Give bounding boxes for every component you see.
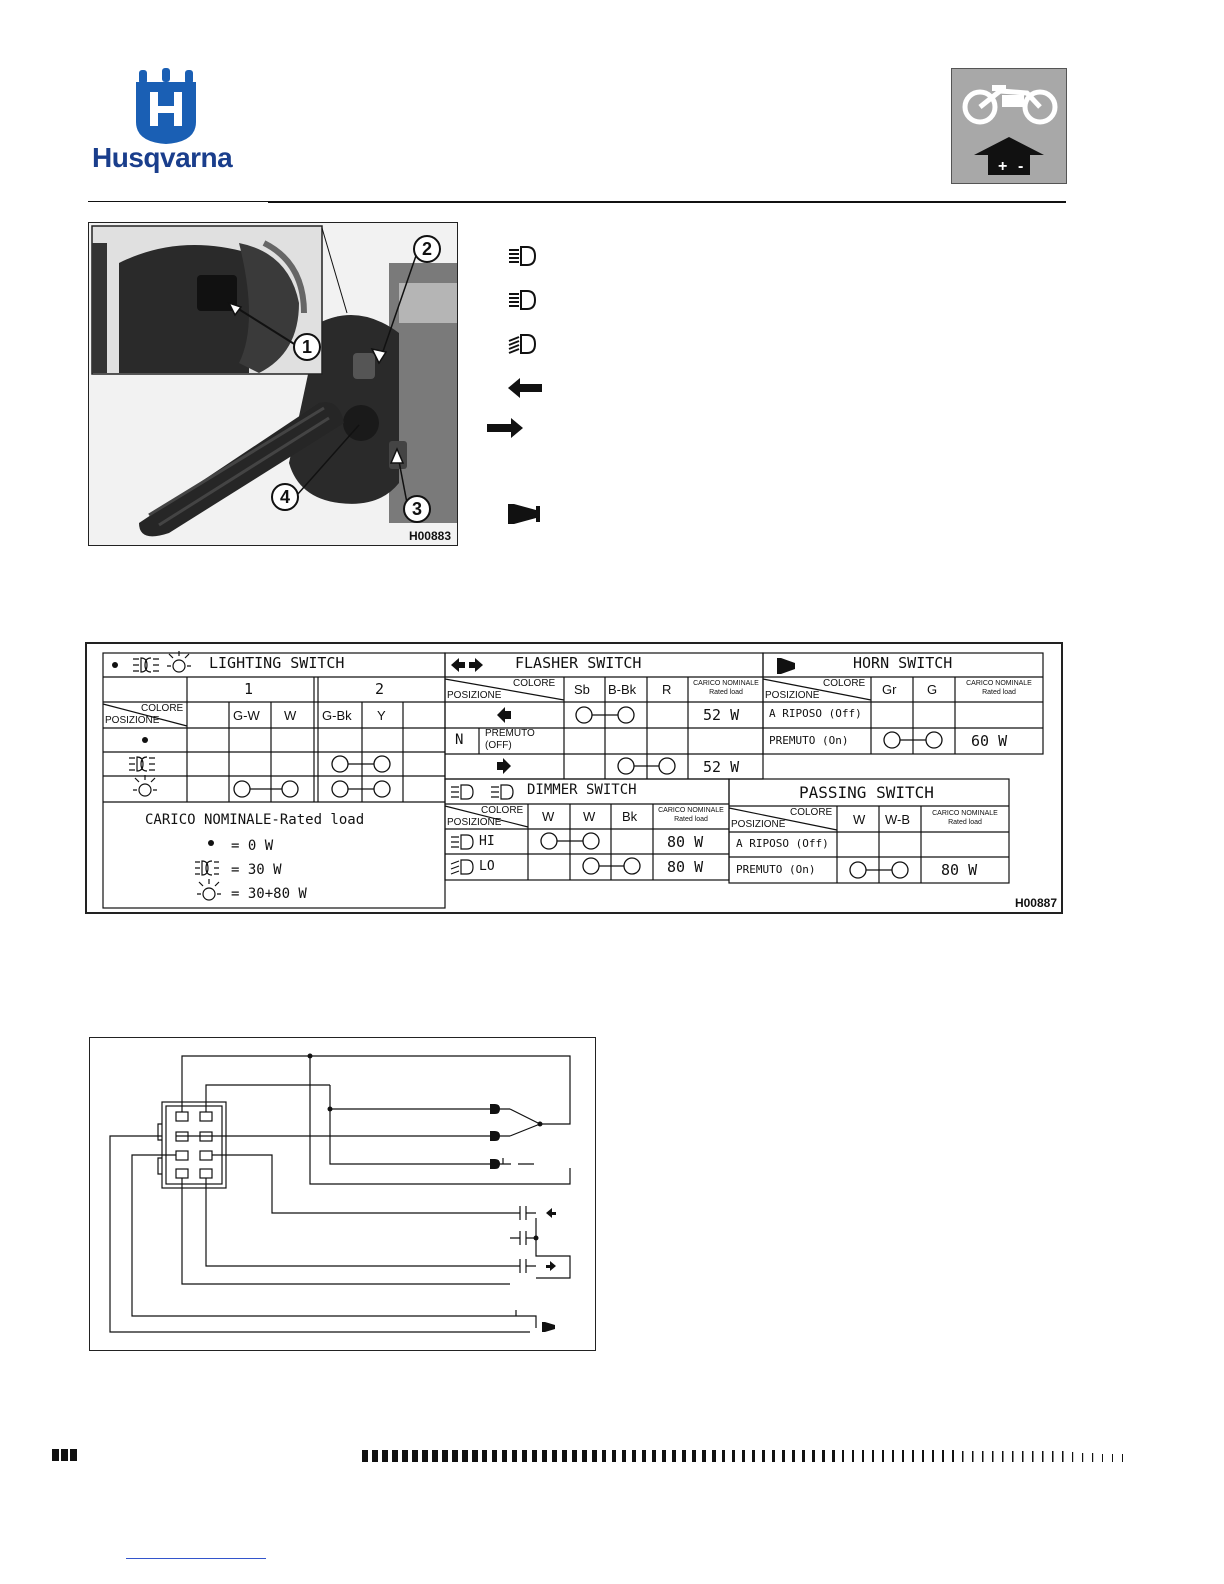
low-beam-icon [507,244,537,268]
high-beam-icon [507,288,537,312]
dipped-beam-icon [507,332,537,356]
dimmer-load-1: 80 W [667,858,704,876]
dimmer-row-hi: HI [479,834,495,849]
husqvarna-crown-icon [92,66,252,146]
wiring-schematic [90,1038,595,1350]
lighting-col-1: 1 [244,680,254,698]
passing-wire-w: W [853,812,866,827]
lighting-rated-0: = 0 W [231,838,274,854]
passing-load-header: CARICO NOMINALE Rated load [932,810,998,826]
dimmer-wire-w2: W [583,809,596,824]
callout-2: 2 [413,235,441,263]
horn-wire-g: G [927,682,938,697]
callout-1: 1 [293,333,321,361]
dimmer-row-lo: LO [479,859,495,874]
svg-text:-: - [1018,158,1024,175]
horn-row-off: A RIPOSO (Off) [769,707,862,720]
passing-posizione: POSIZIONE [731,819,786,830]
horn-icon [506,500,542,528]
handlebar-switch-photo [88,222,458,546]
flasher-wire-r: R [662,682,672,697]
header-rule-short [88,201,268,202]
motorcycle-electrical-icon [952,69,1066,183]
left-turn-arrow-icon [508,378,542,398]
callout-3: 3 [403,495,431,523]
brand-logo [92,66,252,176]
flasher-load-1: 52 W [703,758,740,776]
passing-row-on: PREMUTO (On) [736,863,816,876]
lighting-posizione: POSIZIONE [105,715,160,726]
flasher-wire-sb: Sb [574,682,590,697]
header-rule [268,201,1066,203]
dimmer-wire-w1: W [542,809,555,824]
passing-switch-title: PASSING SWITCH [799,783,934,802]
wiring-diagram [89,1037,596,1351]
right-turn-arrow-icon [487,418,523,438]
lighting-rated-1: = 30 W [231,862,282,878]
table-figure-code: H00887 [1014,896,1057,910]
lighting-wire-gbk: G-Bk [322,708,352,723]
flasher-load-0: 52 W [703,706,740,724]
page-progress-ticks [362,1449,1130,1461]
figure-code: H00883 [408,529,451,543]
lighting-colore: COLORE [141,703,184,714]
dimmer-load-header: CARICO NOMINALE Rated load [658,807,724,823]
flasher-wire-bbk: B-Bk [608,682,637,697]
passing-colore: COLORE [790,807,833,818]
flasher-colore: COLORE [513,678,556,689]
horn-row-on: PREMUTO (On) [769,734,849,747]
dimmer-wire-bk: Bk [622,809,638,824]
flasher-switch-title: FLASHER SWITCH [515,654,642,672]
horn-switch-title: HORN SWITCH [853,654,953,672]
lighting-rated-title: CARICO NOMINALE-Rated load [145,812,365,828]
progress-ticks-graphic [362,1450,1130,1462]
brand-name: Husqvarna [92,142,233,173]
passing-load: 80 W [941,861,978,879]
lighting-col-2: 2 [375,680,385,698]
dimmer-switch-title: DIMMER SWITCH [527,782,637,798]
horn-load-header: CARICO NOMINALE Rated load [966,680,1032,696]
svg-text:+: + [998,158,1008,175]
flasher-row-n: N [455,732,464,748]
page-marker-left [52,1449,77,1461]
passing-wire-wb: W-B [885,812,911,827]
dimmer-colore: COLORE [481,805,524,816]
horn-posizione: POSIZIONE [765,690,820,701]
flasher-posizione: POSIZIONE [447,690,502,701]
lighting-wire-y: Y [377,708,386,723]
lighting-wire-gw: G-W [233,708,260,723]
switch-continuity-table [85,642,1063,914]
flasher-premuto: PREMUTO (OFF) [485,728,535,751]
dimmer-posizione: POSIZIONE [447,817,502,828]
lighting-switch-title: LIGHTING SWITCH [209,654,345,672]
footer-link-underline[interactable] [126,1558,266,1559]
horn-colore: COLORE [823,678,866,689]
dimmer-load-0: 80 W [667,833,704,851]
section-badge [951,68,1067,184]
callout-4: 4 [271,483,299,511]
horn-wire-gr: Gr [882,682,897,697]
horn-load: 60 W [971,732,1008,750]
lighting-rated-2: = 30+80 W [231,886,307,902]
lighting-wire-w: W [284,708,297,723]
flasher-load-header: CARICO NOMINALE Rated load [693,680,759,696]
passing-row-off: A RIPOSO (Off) [736,837,829,850]
